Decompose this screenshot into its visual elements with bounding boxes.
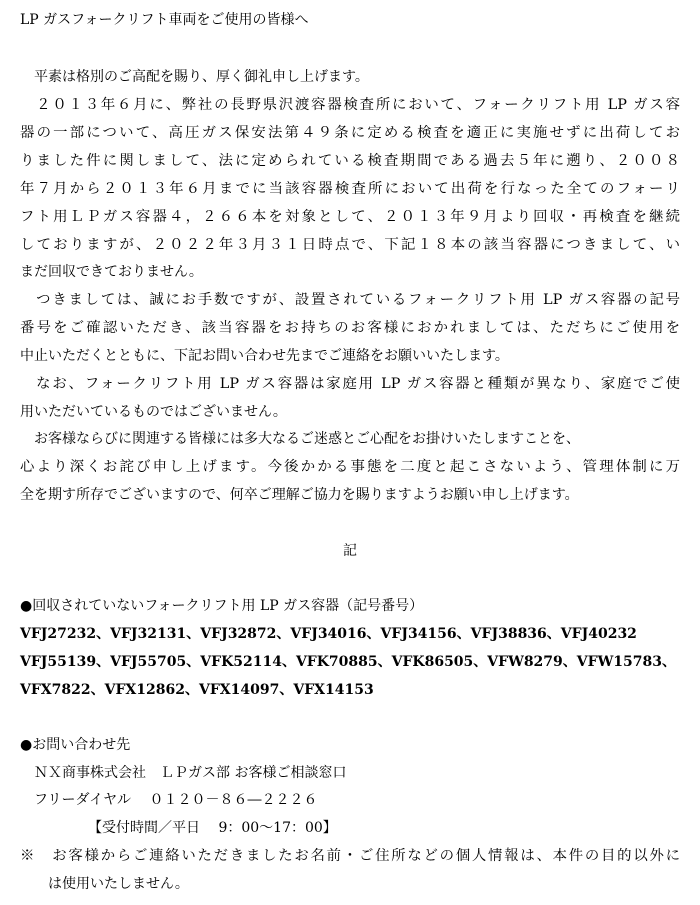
ki-heading: 記	[343, 543, 357, 559]
container-numbers-line: VFJ55139、VFJ55705、VFK52114、VFK70885、VFK86505、VFW8279、VFW15783、	[20, 654, 677, 670]
paragraph-line: りました件に関しまして、法に定められている検査期間である過去５年に遡り、２００８	[20, 153, 680, 169]
contact-phone: フリーダイヤル ０１２０－８６―２２２６	[20, 792, 318, 808]
privacy-note-line: は使用いたしません。	[48, 876, 189, 892]
paragraph-line: 全を期す所存でございますので、何卒ご理解ご協力を賜りますようお願い申し上げます。	[20, 487, 579, 503]
paragraph-line: 平素は格別のご高配を賜り、厚く御礼申し上げます。	[20, 69, 369, 85]
document-heading: LP ガスフォークリフト車両をご使用の皆様へ	[20, 12, 309, 28]
containers-title: ●回収されていないフォークリフト用 LP ガス容器（記号番号）	[20, 598, 424, 614]
paragraph-line: 用いただいているものではございません。	[20, 404, 287, 420]
paragraph-line: 心より深くお詫び申し上げます。今後かかる事態を二度と起こさないよう、管理体制に万	[20, 459, 680, 475]
paragraph-line: 年７月から２０１３年６月までに当該容器検査所において出荷を行なった全てのフォーリ	[20, 181, 680, 197]
paragraph-line: お客様ならびに関連する皆様には多大なるご迷惑とご心配をお掛けいたしますことを、	[20, 431, 580, 447]
paragraph-line: しておりますが、２０２２年３月３１日時点で、下記１８本の該当容器につきまして、い	[20, 237, 680, 253]
privacy-note-line: ※ お客様からご連絡いただきましたお名前・ご住所などの個人情報は、本件の目的以外に	[20, 848, 680, 864]
paragraph-line: フト用ＬＰガス容器４，２６６本を対象として、２０１３年９月より回収・再検査を継続	[20, 209, 680, 225]
paragraph-line: ２０１３年６月に、弊社の長野県沢渡容器検査所において、フォークリフト用 LP ガス容	[20, 97, 680, 113]
paragraph-line: なお、フォークリフト用 LP ガス容器は家庭用 LP ガス容器と種類が異なり、家庭でご使	[20, 376, 680, 392]
paragraph-line: まだ回収できておりません。	[20, 264, 203, 280]
container-numbers-line: VFJ27232、VFJ32131、VFJ32872、VFJ34016、VFJ34156、VFJ38836、VFJ40232	[20, 626, 637, 642]
paragraph-line: つきましては、誠にお手数ですが、設置されているフォークリフト用 LP ガス容器の記号	[20, 292, 680, 308]
contact-company: ＮＸ商事株式会社 ＬＰガス部 お客様ご相談窓口	[20, 765, 347, 781]
container-numbers-line: VFX7822、VFX12862、VFX14097、VFX14153	[20, 682, 374, 698]
paragraph-line: 器の一部について、高圧ガス保安法第４９条に定める検査を適正に実施せずに出荷してお	[20, 125, 680, 141]
paragraph-line: 番号をご確認いただき、該当容器をお持ちのお客様におかれましては、ただちにご使用を	[20, 320, 680, 336]
contact-hours: 【受付時間／平日 9：00～17：00】	[88, 820, 337, 836]
contact-title: ●お問い合わせ先	[20, 737, 131, 753]
paragraph-line: 中止いただくとともに、下記お問い合わせ先までご連絡をお願いいたします。	[20, 348, 509, 364]
